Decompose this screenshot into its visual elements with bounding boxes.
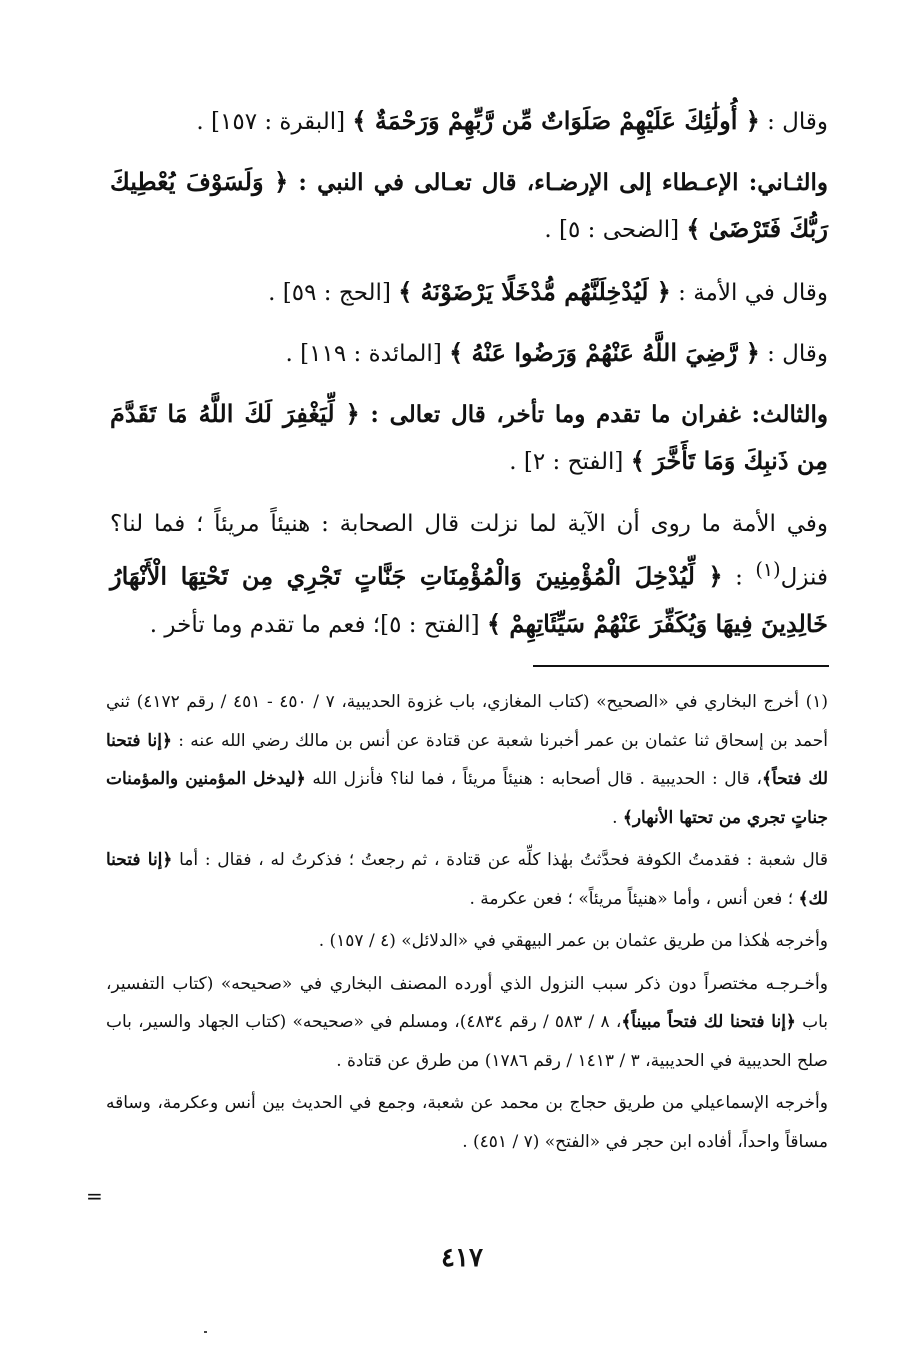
- quran-verse: ﴿ أُولَٰئِكَ عَلَيْهِمْ صَلَوَاتٌ مِّن رَّبِّهِمْ وَرَحْمَةٌ ﴾: [352, 106, 760, 135]
- quran-verse: ﴿ وَلَسَوْفَ يُعْطِيكَ رَبُّكَ فَتَرْضَىٰ ﴾: [110, 167, 828, 243]
- paragraph-text: : غفران ما تقدم وما تأخر، قال تعالى :: [359, 401, 760, 428]
- paragraph-lead: وقال في الأمة :: [670, 280, 828, 306]
- quran-verse: ﴿ لَيُدْخِلَنَّهُم مُّدْخَلًا يَرْضَوْنَهُ ﴾: [398, 277, 671, 306]
- main-text: [110, 98, 828, 664]
- footnotes: [106, 683, 828, 1165]
- paragraph-lead: وقال :: [759, 341, 828, 367]
- quran-verse: ﴿ لِّيَغْفِرَ لَكَ اللَّهُ مَا تَقَدَّمَ مِن ذَنبِكَ وَمَا تَأَخَّرَ ﴾: [110, 399, 828, 475]
- footnote-1: [106, 683, 828, 837]
- paragraph-lead: والثالث: [759, 401, 828, 428]
- footnote-bukhari-muslim: [106, 965, 828, 1081]
- paragraph-lead: وقال :: [759, 109, 828, 135]
- paragraph-text: وفي الأمة ما روى أن الآية لما نزلت قال الصحابة : هنيئاً مريئاً ؛ فما لنا؟ فنزل: [110, 511, 828, 591]
- quran-verse: ﴿ رَّضِيَ اللَّهُ عَنْهُمْ وَرَضُوا عَنْهُ ﴾: [449, 338, 760, 367]
- scan-speck: [204, 1331, 207, 1333]
- footnote-verse: ﴿ليدخل المؤمنين والمؤمنات جناتٍ تجري من تحتها الأنهار﴾: [106, 769, 828, 828]
- footnote-text: ، قال : الحديبية . قال أصحابه : هنيئاً مريئاً ، فما لنا؟ فأنزل الله: [305, 769, 763, 789]
- paragraph-verse-baqarah: [110, 98, 828, 145]
- paragraph-lead: والثـاني: [757, 169, 828, 196]
- paragraph-third-point: [110, 391, 828, 485]
- verse-reference: [الفتح : ٥]؛ فعم ما تقدم وما تأخر .: [149, 611, 487, 638]
- footnote-verse: ﴿إنا فتحنا لك﴾: [106, 850, 828, 909]
- footnote-text: ؛ فعن أنس ، وأما «هنيئاً مريئاً» ؛ فعن عكرمة .: [469, 888, 799, 909]
- paragraph-verse-maidah: [110, 330, 828, 377]
- paragraph-second-point: [110, 159, 828, 253]
- verse-reference: [الفتح : ٢] .: [509, 449, 631, 475]
- footnote-text: (١) أخرج البخاري في «الصحيح» (كتاب المغازي، باب غزوة الحديبية، ٧ / ٤٥٠ - ٤٥١ / رقم ٤١٧٢) ثني أحمد بن إسحاق ثنا عثمان بن عمر أخبرنا شعبة عن قتادة عن أنس بن مالك رضي الله عنه :: [106, 692, 828, 751]
- footnote-marker: (١): [755, 558, 781, 581]
- footnote-text: .: [612, 807, 623, 828]
- paragraph-colon: :: [722, 564, 756, 591]
- footnote-text: وأخرجه هٰكذا من طريق عثمان بن عمر البيهقي في «الدلائل» (٤ / ١٥٧) .: [318, 931, 828, 951]
- paragraph-umma: [110, 501, 828, 648]
- footnote-text: وأخرجه الإسماعيلي من طريق حجاج بن محمد عن شعبة، وجمع في الحديث بين أنس وعكرمة، وساقه مساقاً واحداً، أفاده ابن حجر في «الفتح» (٧ / ٤٥١) .: [106, 1093, 828, 1152]
- paragraph-verse-hajj: [110, 269, 828, 316]
- verse-reference: [الضحى : ٥] .: [544, 217, 687, 243]
- footnote-separator: [533, 665, 829, 667]
- verse-reference: [البقرة : ١٥٧] .: [196, 109, 353, 135]
- paragraph-text: : الإعـطاء إلى الإرضـاء، قال تعـالى في النبي :: [288, 169, 758, 196]
- footnote-ismaili: [106, 1084, 828, 1161]
- footnote-bayhaqi: [106, 922, 828, 961]
- footnote-shuba: [106, 841, 828, 918]
- footnote-text: ، ٨ / ٥٨٣ / رقم ٤٨٣٤)، ومسلم في «صحيحه» (كتاب الجهاد والسير، باب صلح الحديبية في الحديبية، ٣ / ١٤١٣ / رقم ١٧٨٦) من طرق عن قتادة .: [106, 1012, 828, 1071]
- footnote-text: وأخـرجـه مختصراً دون ذكر سبب النزول الذي أورده المصنف البخاري في «صحيحه» (كتاب التفسير، باب: [106, 973, 828, 1032]
- footnote-text: قال شعبة : فقدمتُ الكوفة فحدَّثتُ بهٰذا كلِّه عن قتادة ، ثم رجعتُ ؛ فذكرتُ له ، فقال : أما: [172, 850, 828, 870]
- continuation-mark: =: [86, 1184, 103, 1208]
- verse-reference: [الحج : ٥٩] .: [268, 280, 399, 306]
- quran-verse: ﴿ لِّيُدْخِلَ الْمُؤْمِنِينَ وَالْمُؤْمِنَاتِ جَنَّاتٍ تَجْرِي مِن تَحْتِهَا الْأَنْهَارُ خَالِدِينَ فِيهَا وَيُكَفِّرَ عَنْهُمْ سَيِّئَاتِهِمْ ﴾: [110, 561, 828, 638]
- footnote-verse: ﴿إنا فتحنا لك فتحاً﴾: [106, 730, 829, 789]
- verse-reference: [المائدة : ١١٩] .: [285, 341, 450, 367]
- footnote-verse: ﴿إنا فتحنا لك فتحاً مبيناً﴾: [621, 1012, 796, 1032]
- page-number: ٤١٧: [441, 1243, 483, 1273]
